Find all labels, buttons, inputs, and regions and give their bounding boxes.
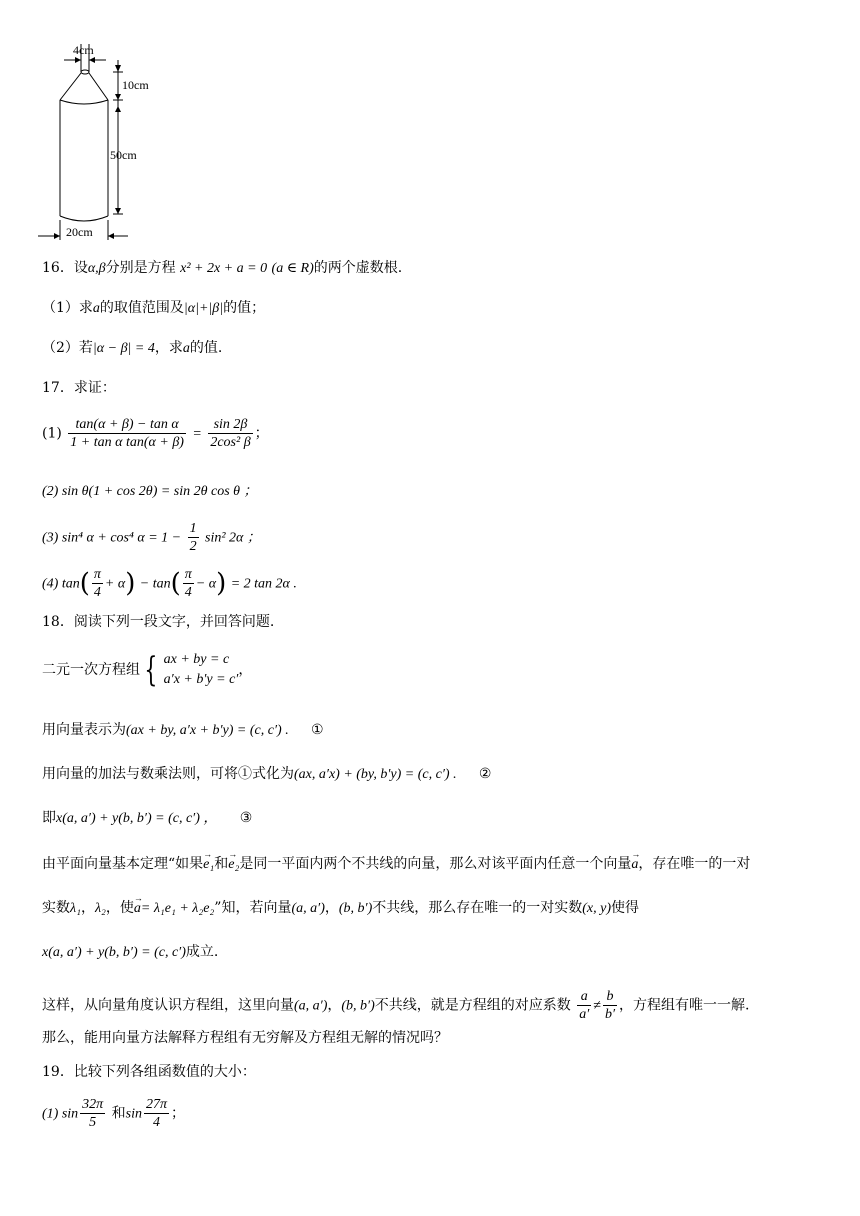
q18-system: 二元一次方程组 { ax + by = c a′x + b′y = c′， [42, 650, 253, 690]
label-20cm: 20cm [66, 225, 93, 239]
q18-step1: 用向量表示为(ax + by, a′x + b′y) = (c, c′) . ① [42, 722, 324, 738]
q18-title: 18．阅读下列一段文字，并回答问题. [42, 614, 275, 630]
q17-part4: (4) tan( $\frac{\pi}{4}$ + α) − tan( $\frac{\pi}{4}$ − α) = 2 tan 2α . [42, 567, 297, 600]
q17-part3: (3) sin⁴ α + cos⁴ α = 1 − $\frac{1}{2}$ sin² 2α ； [42, 521, 261, 554]
q18-step5: 实数λ₁，λ₂，使→ a= λ₁e₁ + λ₂e₂”知，若向量(a, a′)，(b, b′)不共线，那么存在唯一的一对实数(x, y)使得 [42, 898, 639, 919]
q18-step3: 即x(a, a′) + y(b, b′) = (c, c′) ， ③ [42, 810, 253, 826]
q19-part1: (1) sin $\frac{32\pi}{5}$ 和sin $\frac{27\pi}{4}$ ； [42, 1097, 185, 1130]
label-10cm: 10cm [122, 78, 149, 92]
cylinder-figure [20, 30, 220, 280]
q16-part1: （1）求a的取值范围及|α|+|β|的值； [42, 300, 266, 316]
q18-step6: x(a, a′) + y(b, b′) = (c, c′)成立. [42, 944, 219, 960]
q18-step4: 由平面向量基本定理“如果→ e₁和→ e₂是同一平面内两个不共线的向量，那么对该平面内任意一个向量→ a，存在唯一的一对 [42, 854, 750, 875]
q16-part2: （2）若|α − β| = 4，求a的值. [42, 340, 223, 356]
q16-title: 16．设α,β分别是方程 x² + 2x + a = 0 (a ∈ R)的两个虚数根. [42, 260, 403, 276]
q18-step7: 这样，从向量角度认识方程组，这里向量(a, a′)，(b, b′)不共线，就是方程组的对应系数 $\frac{a}{a'}$ ≠ $\frac{b}{b'}$ ，方程组有唯一一解. [42, 989, 750, 1022]
q19-title: 19．比较下列各组函数值的大小： [42, 1064, 256, 1080]
label-50cm: 50cm [110, 148, 137, 162]
label-4cm: 4cm [73, 43, 94, 57]
q17-title: 17．求证： [42, 380, 116, 396]
q18-step2: 用向量的加法与数乘法则，可将①式化为(ax, a′x) + (by, b′y) = (c, c′) . ② [42, 766, 492, 782]
q17-part1: (1) $\frac{\text{tan(α + β) − tan α}}{\text{1 + tan α tan(α + β)}}$ = $\frac{\sin 2\beta}{\text{2cos² β}}$ ； [42, 417, 269, 450]
q17-part2: (2) sin θ(1 + cos 2θ) = sin 2θ cos θ ； [42, 484, 258, 499]
q18-step8: 那么，能用向量方法解释方程组有无穷解及方程组无解的情况吗？ [42, 1030, 448, 1046]
